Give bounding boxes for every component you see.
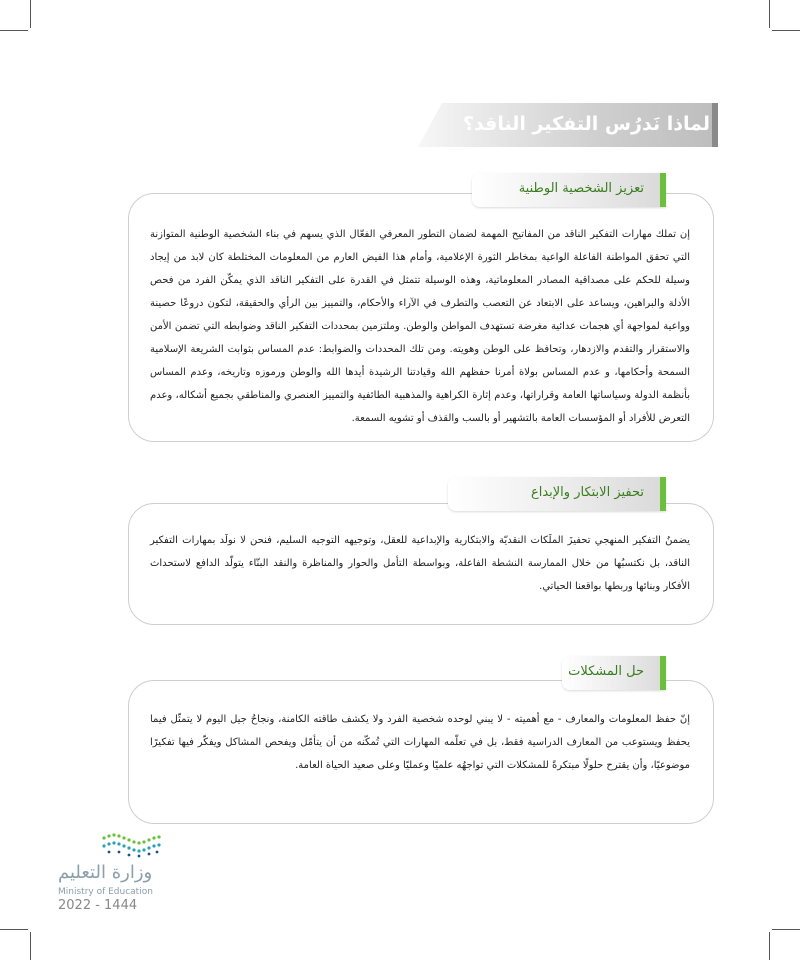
crop-mark xyxy=(769,932,770,960)
section-paragraph: إنّ حفظ المعلومات والمعارف - مع أهميته - لا يبني لوحده شخصية الفرد ولا يكشف طاقته الكامنة، ونجاحُ جيل اليوم لا يتمثّل فيما يحفظ ويستوعب من المعارف الدراسية فقط، بل في تعلّمه المهارات التي تُمكّنه من أن يتأمّل ويفحص المشاكل ويفكّر فيها تفكيرًا موضوعيًا، وأن يقترح حلولًا مبتكرةً للمشكلات التي تواجهُه علميًا وعمليًا وعلى صعيد الحياة العامة. xyxy=(150,714,690,771)
crop-mark xyxy=(772,929,800,930)
crop-mark xyxy=(769,0,770,28)
ministry-name-en: Ministry of Education xyxy=(58,887,153,897)
section-body xyxy=(150,708,690,777)
ministry-logo-icon xyxy=(100,830,162,858)
heading-accent-bar xyxy=(660,477,666,511)
crop-mark xyxy=(30,932,31,960)
crop-mark xyxy=(0,929,28,930)
section-heading: حل المشكلات xyxy=(568,664,644,679)
page-title: لماذا نَدرُس التفكير الناقد؟ xyxy=(462,113,710,135)
ministry-name-ar: وزارة التعليم xyxy=(58,862,153,883)
heading-accent-bar xyxy=(660,656,666,690)
crop-mark xyxy=(0,30,28,31)
heading-accent-bar xyxy=(660,173,666,207)
crop-mark xyxy=(30,0,31,28)
section-heading-tab xyxy=(448,477,666,511)
section-heading-tab xyxy=(472,173,666,207)
section-heading: تعزيز الشخصية الوطنية xyxy=(518,181,644,196)
section-paragraph: يضمنُ التفكير المنهجي تحفيزَ الملَكات النقديّة والابتكارية والإبداعية للعقل، وتوجيهه التوجيه السليم، فنحن لا نولَد بمهارات التفكير الناقد، بل نكتسبُها من خلال الممارسة النشطة الفاعلة، وبواسطة التأمل والحوار والمناظرة والنقد البنّاء يتولّد الدافع لاستحداث الأفكار وبنائها وربطها بواقعنا الحياتي. xyxy=(150,535,690,592)
section-paragraph: إن تملك مهارات التفكير الناقد من المفاتيح المهمة لضمان التطور المعرفي الفعّال الذي يسهم في بناء الشخصية الوطنية المتوازنة التي تحقق المواطنة الفاعلة الواعية بمخاطر الثورة الإعلامية، وأمام هذا الفيض العارم من المعلومات المختلطة كان لابد من إيجاد وسيلة للحكم على مصداقية المصادر المعلوماتية، وهذه الوسيلة تتمثل في القدرة على التفكير الناقد الذي يمكّن الفرد من فحص الأدلة والبراهين، ويساعد على الابتعاد عن التعصب والتطرف في الآراء والأحكام، والتمييز بين الرأي والحقيقة، لتكون دروعًا حصينة وواعية لمواجهة أي هجمات عدائية مغرضة تستهدف المواطن والوطن. وملتزمين بمحددات التفكير الناقد وضوابطه التي تضمن الأمن والاستقرار والتقدم والازدهار، وتحافظ على الوطن وهويته. ومن تلك المحددات والضوابط: عدم المساس بثوابت الشريعة الإسلامية السمحة وأحكامها، و عدم المساس بولاة أمرنا حفظهم الله وقيادتنا الرشيدة أيدها الله والوطن ورموزه وتاريخه، وعدم المساس بأنظمة الدولة وسياساتها العامة وقراراتها، وعدم إثارة الكراهية والمذهبية الطائفية والتمييز العنصري والمناطقي بجميع أشكاله، وعدم التعرض للأفراد أو المؤسسات العامة بالتشهير أو بالسب والقذف أو تشويه السمعة. xyxy=(150,229,690,424)
edition-year: 2022 - 1444 xyxy=(58,898,138,913)
crop-mark xyxy=(772,30,800,31)
section-body xyxy=(150,223,690,430)
section-body xyxy=(150,529,690,598)
section-heading-tab xyxy=(562,656,666,690)
section-heading: تحفيز الابتكار والإبداع xyxy=(530,485,644,500)
banner-accent xyxy=(712,103,718,147)
